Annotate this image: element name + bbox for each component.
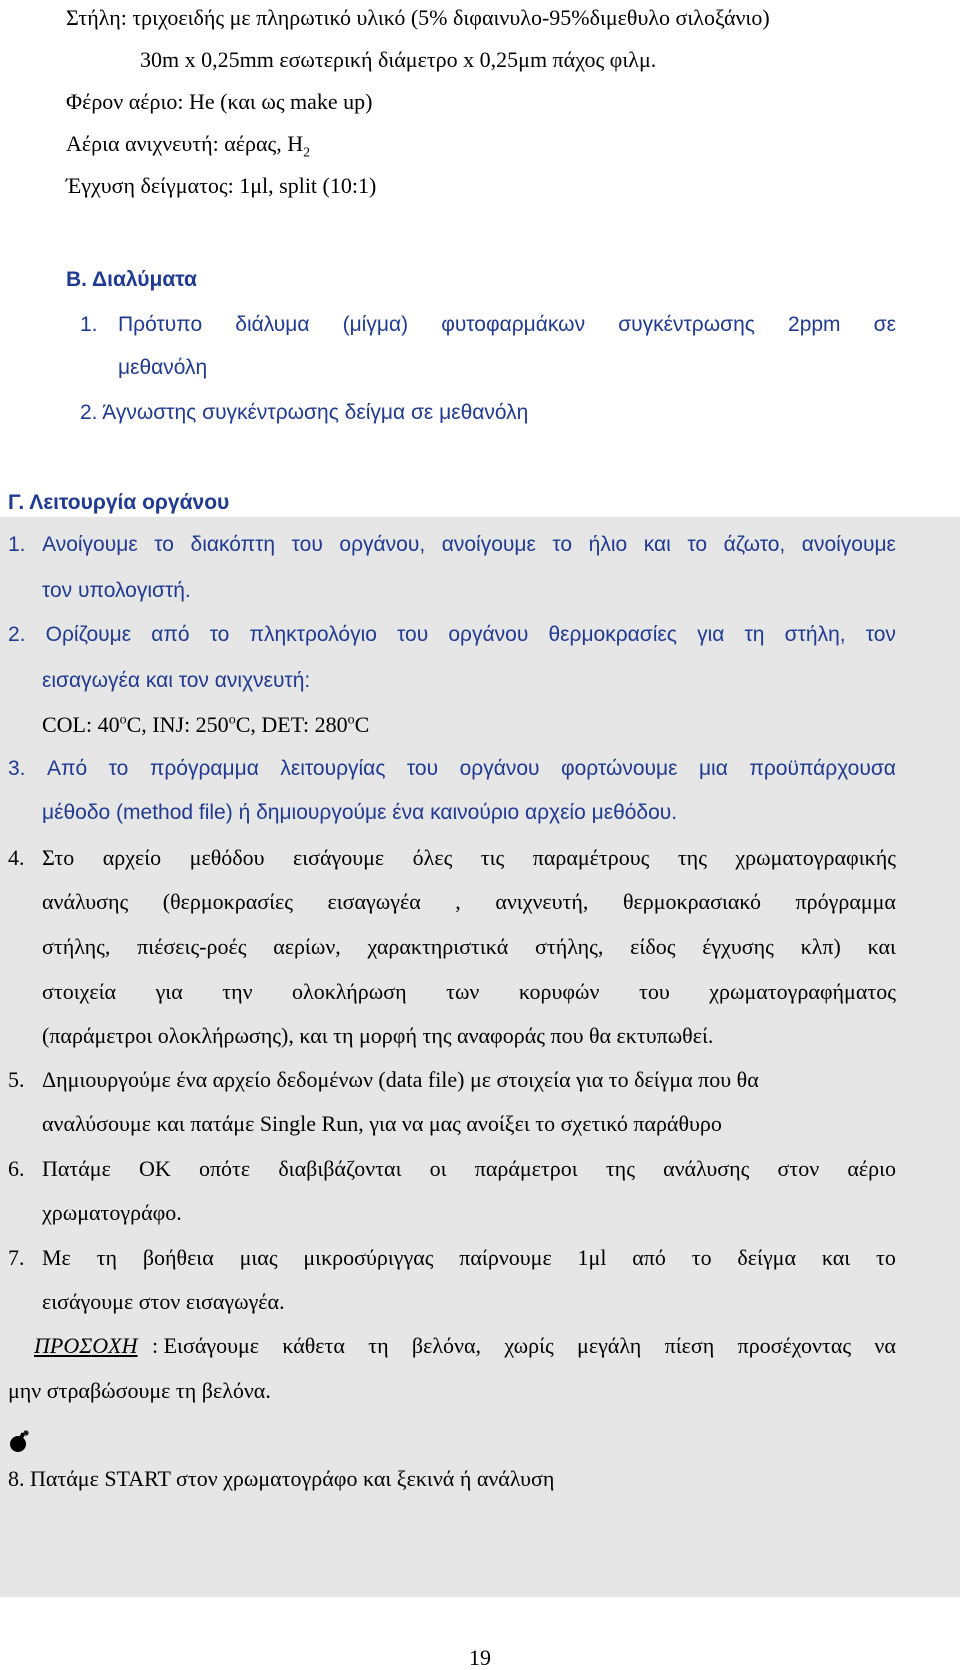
carrier-gas: Φέρον αέριο: He (και ως make up) [66,89,373,114]
section-b-item1-line1 [118,310,896,340]
word: τις [480,845,505,870]
word: του [406,757,439,780]
word: ολοκλήρωση [292,979,407,1004]
word: Από [47,757,88,780]
word: των [446,979,480,1004]
word: θερμοκρασιακό [622,889,761,914]
word: το [552,533,573,556]
step-7-number: 7. [8,1245,25,1270]
word: συγκέντρωσης [618,313,755,336]
word: (θερμοκρασίες [162,889,293,914]
word: διάλυμα [235,313,310,336]
word: στον [777,1156,820,1181]
word: της [677,845,707,870]
word: βοήθεια [142,1245,214,1270]
step-7-line2: εισάγουμε στον εισαγωγέα. [42,1289,285,1314]
section-b-title: Β. Διαλύματα [66,268,197,291]
word: πρόγραμμα [149,757,259,780]
word: (μίγμα) [342,313,409,336]
word: στήλης, [535,934,604,959]
word: το [154,533,174,556]
word: τη [744,623,765,646]
word: δείγμα [737,1245,796,1270]
step-8: 8. Πατάμε START στον χρωματογράφο και ξεκινά ή ανάλυση [8,1466,555,1491]
word: κάθετα [282,1333,345,1358]
warning-line1 [152,1331,896,1361]
word: στοιχεία [42,979,117,1004]
word: μεθόδου [189,845,265,870]
word: Ανοίγουμε [42,533,138,556]
word: ήλιο [588,533,628,556]
word: οι [429,1156,447,1181]
bomb-icon [8,1428,32,1454]
word: 2ppm [788,313,841,336]
detector-gases: Αέρια ανιχνευτή: αέρας, $H_2$ [66,131,311,161]
word: φορτώνουμε [561,757,678,780]
word: την [222,979,253,1004]
word: φυτοφαρμάκων [441,313,586,336]
word: αρχείο [102,845,162,870]
section-b-item1-number: 1. [80,313,98,336]
step-1-line2: τον υπολογιστή. [42,579,191,602]
word: χρωματογραφικής [735,845,896,870]
word: ανάλυσης [42,889,129,914]
step-3-line1 [8,754,896,784]
word: βελόνα, [411,1333,481,1358]
word: ανοίγουμε [801,533,896,556]
word: να [874,1333,896,1358]
step-2-line2: εισαγωγέα και τον ανιχνευτή: [42,669,311,692]
word: πίεση [664,1333,715,1358]
word: στήλη, [784,623,846,646]
word: οργάνου [448,623,529,646]
word: 1. [8,533,26,556]
step-7-line1 [42,1243,896,1273]
word: λειτουργίας [280,757,386,780]
word: έγχυσης [702,934,774,959]
section-b-item1-line2: μεθανόλη [118,356,208,379]
section-b-item2: 2. Άγνωστης συγκέντρωσης δείγμα σε μεθανόλη [80,401,529,424]
word: παραμέτρους [532,845,650,870]
word: του [291,533,323,556]
step-4-line2 [42,887,896,917]
word: ανάλυσης [663,1156,750,1181]
word: τη [368,1333,389,1358]
word: αέριο [847,1156,896,1181]
word: , [455,889,461,914]
word: το [209,623,230,646]
step-3-line2: μέθοδο (method file) ή δημιουργούμε ένα καινούριο αρχείο μεθόδου. [42,801,678,824]
step-5-line1: Δημιουργούμε ένα αρχείο δεδομένων (data file) με στοιχεία για το δείγμα που θα [42,1067,759,1092]
word: οργάνου [459,757,540,780]
word: παράμετροι [474,1156,578,1181]
word: παίρνουμε [459,1245,552,1270]
word: 2. [8,623,26,646]
section-c-title: Γ. Λειτουργία οργάνου [8,491,230,514]
step-4-line4 [42,977,896,1007]
step-2-temperatures: COL: 40$^o$C, INJ: 250$^o$C, DET: 280$^o$C [42,712,370,737]
page-number: 19 [469,1645,491,1670]
column-spec: Στήλη: τριχοειδής με πληρωτικό υλικό (5% διφαινυλο-95%διμεθυλο σιλοξάνιο) [66,5,770,30]
word: τη [96,1245,117,1270]
word: για [697,623,725,646]
word: μιας [239,1245,278,1270]
word: από [632,1245,666,1270]
word: εισαγωγέα [327,889,421,914]
word: εισάγουμε [292,845,385,870]
word: Πρότυπο [118,313,203,336]
step-5-number: 5. [8,1067,25,1092]
column-spec-continued: 30m x 0,25mm εσωτερική διάμετρο x 0,25μm πάχος φιλμ. [140,47,657,72]
word: : Εισάγουμε [152,1333,260,1358]
word: το [876,1245,896,1270]
word: ανιχνευτή, [495,889,589,914]
step-1-line1 [8,530,896,560]
word: τον [865,623,896,646]
word: προϋπάρχουσα [749,757,896,780]
word: πιέσεις-ροές [137,934,247,959]
step-2-line1 [8,620,896,650]
step-6-line2: χρωματογράφο. [42,1200,182,1225]
warning-label: ΠΡΟΣΟΧΗ [34,1333,138,1358]
word: θερμοκρασίες [548,623,677,646]
word: μεγάλη [577,1333,642,1358]
word: 3. [8,757,26,780]
word: πρόγραμμα [795,889,896,914]
step-6-line1 [42,1154,896,1184]
word: χαρακτηριστικά [367,934,509,959]
word: το [108,757,129,780]
word: μικροσύριγγας [303,1245,434,1270]
word: πληκτρολόγιο [249,623,377,646]
word: διαβιβάζονται [278,1156,402,1181]
word: χρωματογραφήματος [709,979,896,1004]
word: για [155,979,183,1004]
word: άζωτο, [723,533,786,556]
word: οπότε [198,1156,251,1181]
step-4-number: 4. [8,845,25,870]
word: της [605,1156,635,1181]
injection-spec: Έγχυση δείγματος: 1μl, split (10:1) [66,173,377,198]
step-5-line2: αναλύσουμε και πατάμε Single Run, για να μας ανοίξει το σχετικό παράθυρο [42,1111,722,1136]
word: Στο [42,845,75,870]
word: χωρίς [504,1333,554,1358]
word: του [639,979,670,1004]
step-4-line1 [42,843,896,873]
word: προσέχοντας [737,1333,852,1358]
word: στήλης, [42,934,111,959]
word: οργάνου, [339,533,426,556]
word: σε [873,313,896,336]
warning-line2: μην στραβώσουμε τη βελόνα. [8,1378,271,1403]
word: διακόπτη [190,533,276,556]
word: και [867,934,896,959]
word: και [643,533,671,556]
word: το [691,1245,712,1270]
word: ΟΚ [139,1156,171,1181]
step-4-line3 [42,932,896,962]
word: όλες [412,845,453,870]
word: ανοίγουμε [441,533,536,556]
word: από [151,623,190,646]
word: του [397,623,429,646]
word: 1μl [577,1245,607,1270]
word: κλπ) [800,934,841,959]
word: μια [698,757,728,780]
word: Πατάμε [42,1156,111,1181]
word: είδος [630,934,676,959]
word: το [687,533,708,556]
word: και [821,1245,851,1270]
word: Με [42,1245,71,1270]
word: Ορίζουμε [45,623,132,646]
word: αερίων, [273,934,341,959]
word: κορυφών [518,979,600,1004]
step-6-number: 6. [8,1156,25,1181]
step-4-line5: (παράμετροι ολοκλήρωσης), και τη μορφή της αναφοράς που θα εκτυπωθεί. [42,1023,714,1048]
